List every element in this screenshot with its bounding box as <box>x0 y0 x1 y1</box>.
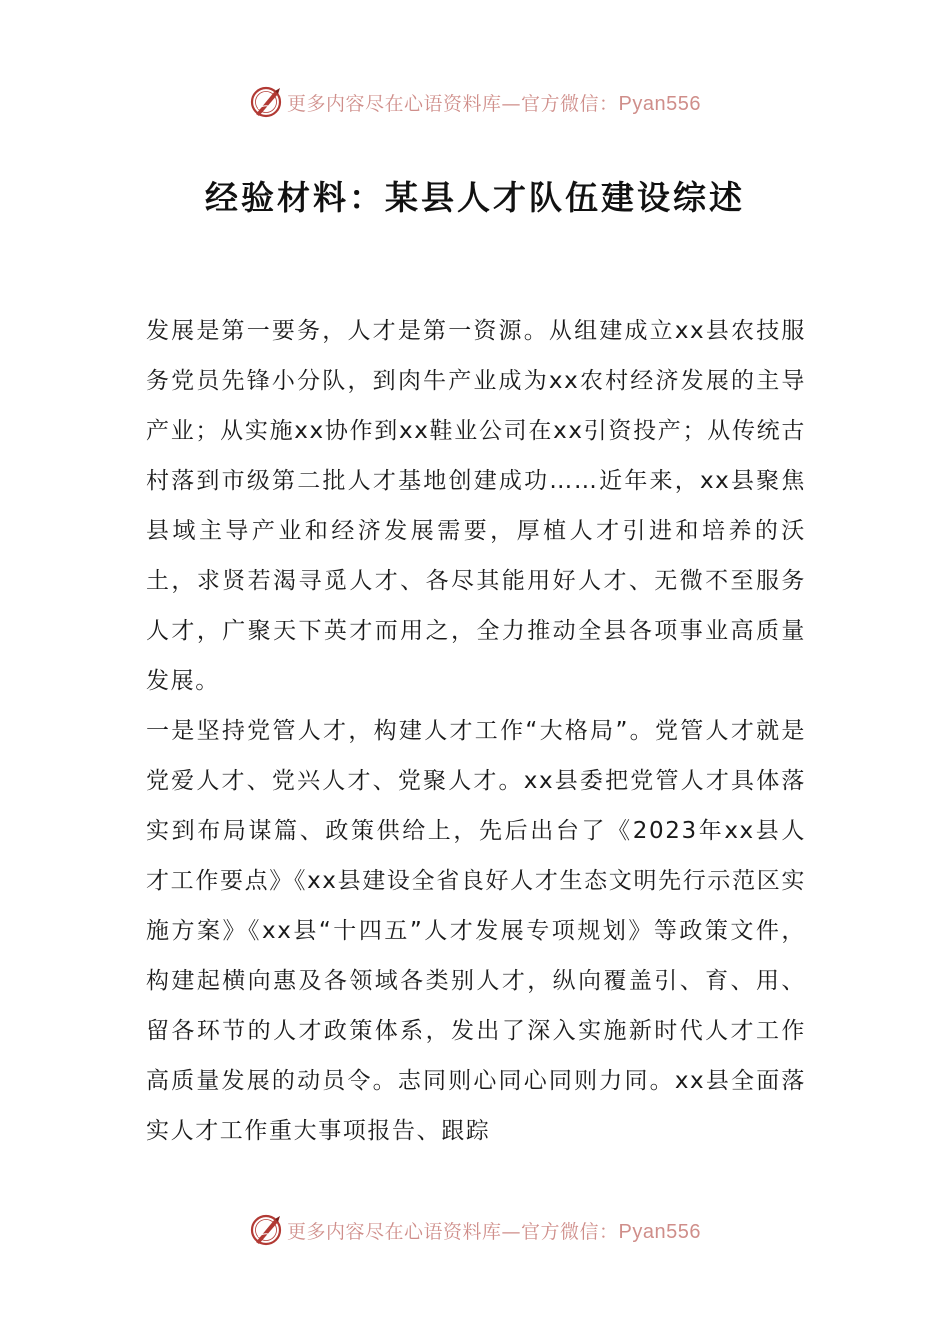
page-title: 经验材料：某县人才队伍建设综述 <box>205 178 745 217</box>
document-body <box>146 306 806 1156</box>
header-watermark-banner <box>0 82 950 122</box>
footer-watermark-banner <box>0 1210 950 1250</box>
quill-pen-logo-icon <box>249 85 283 119</box>
footer-watermark-text: 更多内容尽在心语资料库—官方微信：Pyan556 <box>287 1220 701 1243</box>
footer-wechat-account: Pyan556 <box>618 1220 701 1243</box>
header-wechat-account: Pyan556 <box>618 92 701 115</box>
quill-pen-logo-icon <box>249 1213 283 1247</box>
header-watermark-text: 更多内容尽在心语资料库—官方微信：Pyan556 <box>287 92 701 115</box>
paragraph-intro: 发展是第一要务，人才是第一资源。从组建成立xx县农技服务党员先锋小分队，到肉牛产业成为xx农村经济发展的主导产业；从实施xx协作到xx鞋业公司在xx引资投产；从传统古村落到市级第二批人才基地创建成功……近年来，xx县聚焦县域主导产业和经济发展需要，厚植人才引进和培养的沃土，求贤若渴寻觅人才、各尽其能用好人才、无微不至服务人才，广聚天下英才而用之，全力推动全县各项事业高质量发展。 <box>146 318 806 694</box>
paragraph-section-one: 一是坚持党管人才，构建人才工作“大格局”。党管人才就是党爱人才、党兴人才、党聚人才。xx县委把党管人才具体落实到布局谋篇、政策供给上，先后出台了《2023年xx县人才工作要点》《xx县建设全省良好人才生态文明先行示范区实施方案》《xx县“十四五”人才发展专项规划》等政策文件，构建起横向惠及各领域各类别人才，纵向覆盖引、育、用、留各环节的人才政策体系，发出了深入实施新时代人才工作高质量发展的动员令。志同则心同心同则力同。xx县全面落实人才工作重大事项报告、跟踪 <box>146 718 806 1144</box>
